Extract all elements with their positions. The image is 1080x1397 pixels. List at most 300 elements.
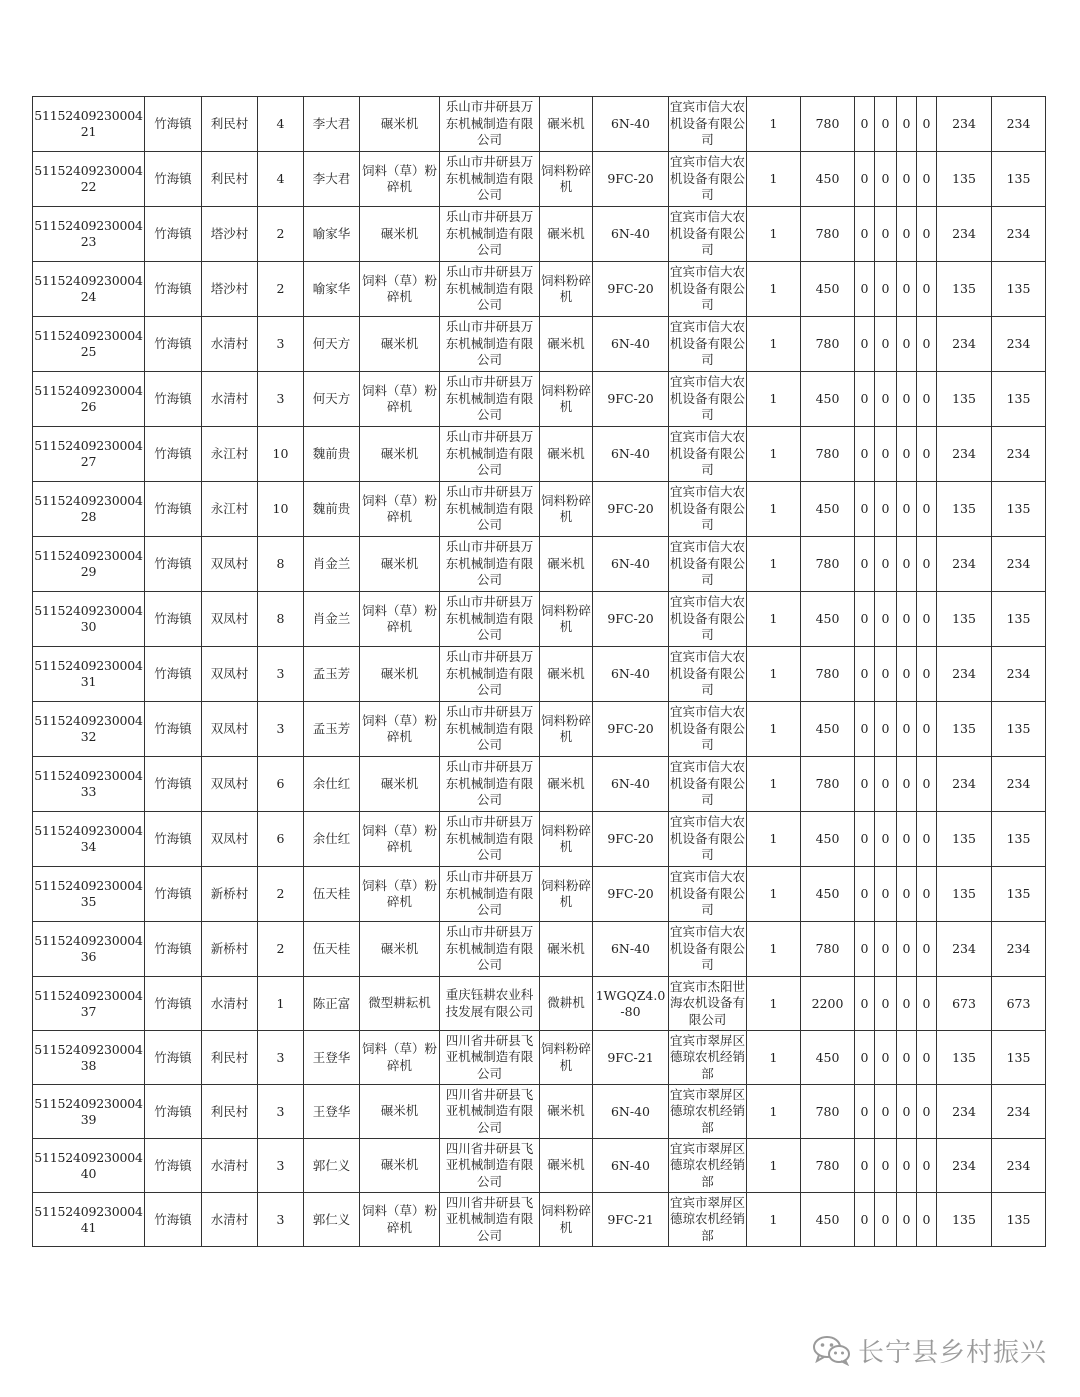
cell-product-name: 碾米机 [540,647,593,702]
cell-group: 4 [258,97,304,152]
cell-subsidy-b: 0 [875,812,897,867]
cell-subsidy-d: 0 [917,977,937,1031]
cell-group: 2 [258,207,304,262]
cell-record-id: 5115240923000421 [33,97,145,152]
cell-sale-price: 450 [801,592,855,647]
cell-manufacturer: 乐山市井研县万东机械制造有限公司 [440,152,540,207]
cell-model: 6N-40 [593,922,669,977]
cell-subsidy-d: 0 [917,152,937,207]
cell-record-id: 5115240923000436 [33,922,145,977]
cell-group: 8 [258,537,304,592]
cell-machine-category: 碾米机 [360,647,440,702]
cell-town: 竹海镇 [145,592,202,647]
cell-village: 利民村 [202,1031,258,1085]
cell-town: 竹海镇 [145,1031,202,1085]
cell-record-id: 5115240923000434 [33,812,145,867]
cell-subsidy-b: 0 [875,262,897,317]
cell-quantity: 1 [747,812,801,867]
cell-town: 竹海镇 [145,702,202,757]
cell-subsidy-total: 234 [992,537,1046,592]
cell-subsidy-total: 135 [992,152,1046,207]
cell-farmer-name: 魏前贵 [304,482,360,537]
cell-town: 竹海镇 [145,647,202,702]
cell-group: 1 [258,977,304,1031]
cell-subsidy-total: 234 [992,1139,1046,1193]
cell-machine-category: 饲料（草）粉碎机 [360,592,440,647]
cell-subsidy-c: 0 [897,1031,917,1085]
cell-subsidy-c: 0 [897,262,917,317]
cell-product-name: 微耕机 [540,977,593,1031]
cell-sale-price: 450 [801,702,855,757]
cell-subsidy-c: 0 [897,977,917,1031]
cell-model: 9FC-20 [593,812,669,867]
cell-subsidy-a: 0 [855,1085,875,1139]
cell-subsidy-b: 0 [875,427,897,482]
cell-farmer-name: 肖金兰 [304,537,360,592]
cell-village: 新桥村 [202,867,258,922]
table-row [33,1031,1046,1085]
cell-model: 9FC-20 [593,152,669,207]
cell-record-id: 5115240923000437 [33,977,145,1031]
cell-dealer: 宜宾市信大农机设备有限公司 [669,812,747,867]
cell-town: 竹海镇 [145,757,202,812]
cell-town: 竹海镇 [145,427,202,482]
cell-sale-price: 450 [801,372,855,427]
cell-product-name: 饲料粉碎机 [540,867,593,922]
cell-subsidy-total: 234 [992,922,1046,977]
cell-quantity: 1 [747,207,801,262]
cell-dealer: 宜宾市信大农机设备有限公司 [669,922,747,977]
cell-subsidy-total: 135 [992,867,1046,922]
cell-record-id: 5115240923000429 [33,537,145,592]
cell-group: 10 [258,482,304,537]
cell-group: 10 [258,427,304,482]
cell-subsidy-b: 0 [875,1031,897,1085]
cell-model: 9FC-20 [593,592,669,647]
cell-farmer-name: 郭仁义 [304,1139,360,1193]
cell-subsidy-c: 0 [897,922,917,977]
cell-machine-category: 饲料（草）粉碎机 [360,262,440,317]
cell-group: 6 [258,757,304,812]
cell-subsidy-d: 0 [917,317,937,372]
cell-village: 双凤村 [202,702,258,757]
cell-dealer: 宜宾市信大农机设备有限公司 [669,592,747,647]
cell-subsidy-total: 135 [992,702,1046,757]
cell-subsidy-b: 0 [875,977,897,1031]
cell-subsidy-d: 0 [917,1139,937,1193]
cell-record-id: 5115240923000432 [33,702,145,757]
cell-dealer: 宜宾市翠屏区德琼农机经销部 [669,1031,747,1085]
cell-subsidy-d: 0 [917,757,937,812]
cell-sale-price: 780 [801,647,855,702]
cell-machine-category: 饲料（草）粉碎机 [360,152,440,207]
cell-record-id: 5115240923000439 [33,1085,145,1139]
cell-subsidy-amount: 234 [937,97,992,152]
cell-quantity: 1 [747,537,801,592]
cell-subsidy-d: 0 [917,812,937,867]
cell-subsidy-a: 0 [855,152,875,207]
cell-village: 水清村 [202,372,258,427]
cell-subsidy-c: 0 [897,1139,917,1193]
table-row [33,207,1046,262]
cell-manufacturer: 乐山市井研县万东机械制造有限公司 [440,317,540,372]
cell-quantity: 1 [747,1085,801,1139]
cell-subsidy-a: 0 [855,1193,875,1247]
cell-group: 4 [258,152,304,207]
cell-quantity: 1 [747,647,801,702]
cell-model: 1WGQZ4.0-80 [593,977,669,1031]
cell-sale-price: 450 [801,867,855,922]
cell-sale-price: 450 [801,1031,855,1085]
cell-quantity: 1 [747,702,801,757]
cell-subsidy-c: 0 [897,812,917,867]
cell-group: 3 [258,317,304,372]
cell-quantity: 1 [747,372,801,427]
cell-subsidy-amount: 234 [937,427,992,482]
cell-machine-category: 碾米机 [360,1139,440,1193]
cell-sale-price: 780 [801,1139,855,1193]
cell-subsidy-d: 0 [917,482,937,537]
cell-group: 2 [258,262,304,317]
cell-manufacturer: 乐山市井研县万东机械制造有限公司 [440,427,540,482]
cell-product-name: 碾米机 [540,537,593,592]
table-row [33,647,1046,702]
cell-machine-category: 碾米机 [360,922,440,977]
cell-subsidy-a: 0 [855,372,875,427]
cell-subsidy-a: 0 [855,537,875,592]
cell-village: 双凤村 [202,592,258,647]
cell-farmer-name: 王登华 [304,1031,360,1085]
cell-village: 水清村 [202,317,258,372]
cell-record-id: 5115240923000422 [33,152,145,207]
cell-subsidy-amount: 135 [937,592,992,647]
cell-village: 塔沙村 [202,207,258,262]
cell-record-id: 5115240923000433 [33,757,145,812]
cell-record-id: 5115240923000441 [33,1193,145,1247]
cell-quantity: 1 [747,97,801,152]
cell-manufacturer: 乐山市井研县万东机械制造有限公司 [440,372,540,427]
cell-farmer-name: 喻家华 [304,207,360,262]
cell-quantity: 1 [747,977,801,1031]
cell-product-name: 碾米机 [540,317,593,372]
cell-manufacturer: 乐山市井研县万东机械制造有限公司 [440,867,540,922]
cell-model: 6N-40 [593,647,669,702]
cell-record-id: 5115240923000438 [33,1031,145,1085]
cell-subsidy-total: 234 [992,207,1046,262]
cell-farmer-name: 喻家华 [304,262,360,317]
cell-village: 水清村 [202,977,258,1031]
cell-product-name: 饲料粉碎机 [540,372,593,427]
cell-subsidy-a: 0 [855,757,875,812]
cell-sale-price: 450 [801,262,855,317]
cell-subsidy-a: 0 [855,1031,875,1085]
cell-subsidy-b: 0 [875,757,897,812]
cell-farmer-name: 李大君 [304,97,360,152]
cell-subsidy-a: 0 [855,317,875,372]
cell-machine-category: 饲料（草）粉碎机 [360,1031,440,1085]
cell-subsidy-c: 0 [897,372,917,427]
cell-group: 3 [258,647,304,702]
wechat-icon [812,1334,852,1366]
cell-subsidy-d: 0 [917,207,937,262]
cell-village: 双凤村 [202,647,258,702]
cell-subsidy-a: 0 [855,977,875,1031]
cell-record-id: 5115240923000425 [33,317,145,372]
cell-record-id: 5115240923000423 [33,207,145,262]
subsidy-table [32,96,1046,1247]
cell-subsidy-b: 0 [875,372,897,427]
table-row [33,537,1046,592]
cell-subsidy-d: 0 [917,922,937,977]
cell-sale-price: 2200 [801,977,855,1031]
cell-sale-price: 780 [801,922,855,977]
cell-subsidy-total: 135 [992,262,1046,317]
cell-product-name: 碾米机 [540,1139,593,1193]
cell-farmer-name: 何天方 [304,317,360,372]
cell-subsidy-b: 0 [875,1193,897,1247]
cell-dealer: 宜宾市信大农机设备有限公司 [669,537,747,592]
cell-subsidy-c: 0 [897,702,917,757]
cell-product-name: 碾米机 [540,207,593,262]
cell-product-name: 碾米机 [540,97,593,152]
cell-quantity: 1 [747,152,801,207]
cell-model: 9FC-21 [593,1031,669,1085]
cell-sale-price: 780 [801,427,855,482]
cell-sale-price: 450 [801,812,855,867]
cell-record-id: 5115240923000431 [33,647,145,702]
cell-subsidy-total: 135 [992,1193,1046,1247]
cell-manufacturer: 四川省井研县飞亚机械制造有限公司 [440,1139,540,1193]
cell-subsidy-a: 0 [855,482,875,537]
table-row [33,1193,1046,1247]
cell-product-name: 碾米机 [540,757,593,812]
cell-manufacturer: 四川省井研县飞亚机械制造有限公司 [440,1193,540,1247]
cell-subsidy-c: 0 [897,537,917,592]
cell-model: 6N-40 [593,1139,669,1193]
cell-machine-category: 碾米机 [360,427,440,482]
cell-town: 竹海镇 [145,317,202,372]
table-row [33,977,1046,1031]
table-row [33,152,1046,207]
cell-subsidy-amount: 135 [937,482,992,537]
cell-subsidy-c: 0 [897,317,917,372]
cell-model: 9FC-20 [593,372,669,427]
cell-town: 竹海镇 [145,977,202,1031]
cell-subsidy-c: 0 [897,207,917,262]
table-row [33,427,1046,482]
cell-manufacturer: 乐山市井研县万东机械制造有限公司 [440,812,540,867]
cell-town: 竹海镇 [145,372,202,427]
cell-manufacturer: 乐山市井研县万东机械制造有限公司 [440,207,540,262]
cell-sale-price: 780 [801,207,855,262]
cell-town: 竹海镇 [145,1085,202,1139]
cell-subsidy-amount: 234 [937,1085,992,1139]
cell-subsidy-b: 0 [875,702,897,757]
cell-dealer: 宜宾市杰阳世海农机设备有限公司 [669,977,747,1031]
cell-product-name: 饲料粉碎机 [540,592,593,647]
cell-subsidy-total: 234 [992,317,1046,372]
cell-subsidy-total: 135 [992,1031,1046,1085]
cell-manufacturer: 乐山市井研县万东机械制造有限公司 [440,922,540,977]
cell-sale-price: 780 [801,1085,855,1139]
cell-product-name: 饲料粉碎机 [540,152,593,207]
cell-group: 3 [258,702,304,757]
cell-manufacturer: 乐山市井研县万东机械制造有限公司 [440,537,540,592]
cell-product-name: 碾米机 [540,427,593,482]
cell-town: 竹海镇 [145,537,202,592]
cell-machine-category: 微型耕耘机 [360,977,440,1031]
cell-group: 3 [258,1085,304,1139]
cell-subsidy-amount: 135 [937,812,992,867]
cell-quantity: 1 [747,427,801,482]
cell-product-name: 饲料粉碎机 [540,702,593,757]
cell-model: 9FC-20 [593,482,669,537]
cell-subsidy-total: 234 [992,757,1046,812]
cell-farmer-name: 陈正富 [304,977,360,1031]
cell-subsidy-d: 0 [917,647,937,702]
cell-subsidy-amount: 135 [937,262,992,317]
cell-dealer: 宜宾市信大农机设备有限公司 [669,757,747,812]
cell-group: 3 [258,372,304,427]
cell-subsidy-total: 234 [992,427,1046,482]
cell-village: 双凤村 [202,537,258,592]
cell-subsidy-b: 0 [875,1085,897,1139]
cell-subsidy-a: 0 [855,592,875,647]
cell-village: 永江村 [202,482,258,537]
cell-dealer: 宜宾市信大农机设备有限公司 [669,867,747,922]
cell-dealer: 宜宾市信大农机设备有限公司 [669,152,747,207]
cell-subsidy-b: 0 [875,592,897,647]
cell-subsidy-d: 0 [917,592,937,647]
cell-town: 竹海镇 [145,812,202,867]
cell-subsidy-amount: 135 [937,702,992,757]
cell-subsidy-d: 0 [917,537,937,592]
cell-subsidy-d: 0 [917,97,937,152]
cell-dealer: 宜宾市翠屏区德琼农机经销部 [669,1085,747,1139]
cell-farmer-name: 伍天桂 [304,867,360,922]
table-row [33,702,1046,757]
table-row [33,922,1046,977]
cell-subsidy-c: 0 [897,97,917,152]
cell-town: 竹海镇 [145,1193,202,1247]
cell-quantity: 1 [747,317,801,372]
table-row [33,592,1046,647]
cell-sale-price: 780 [801,537,855,592]
cell-subsidy-d: 0 [917,867,937,922]
cell-subsidy-b: 0 [875,482,897,537]
cell-sale-price: 450 [801,482,855,537]
cell-subsidy-total: 234 [992,647,1046,702]
cell-subsidy-total: 234 [992,97,1046,152]
cell-town: 竹海镇 [145,922,202,977]
cell-subsidy-b: 0 [875,922,897,977]
table-row [33,757,1046,812]
cell-group: 3 [258,1139,304,1193]
cell-subsidy-amount: 234 [937,922,992,977]
cell-model: 6N-40 [593,757,669,812]
cell-subsidy-b: 0 [875,152,897,207]
watermark-text: 长宁县乡村振兴 [858,1337,1048,1368]
cell-subsidy-amount: 673 [937,977,992,1031]
cell-subsidy-c: 0 [897,427,917,482]
cell-model: 6N-40 [593,537,669,592]
cell-subsidy-c: 0 [897,1085,917,1139]
cell-dealer: 宜宾市信大农机设备有限公司 [669,317,747,372]
cell-subsidy-a: 0 [855,922,875,977]
cell-farmer-name: 余仕红 [304,812,360,867]
cell-village: 塔沙村 [202,262,258,317]
cell-record-id: 5115240923000427 [33,427,145,482]
cell-subsidy-a: 0 [855,97,875,152]
cell-model: 9FC-20 [593,262,669,317]
cell-sale-price: 450 [801,152,855,207]
cell-sale-price: 780 [801,97,855,152]
cell-village: 新桥村 [202,922,258,977]
cell-subsidy-amount: 135 [937,867,992,922]
cell-machine-category: 饲料（草）粉碎机 [360,702,440,757]
cell-subsidy-b: 0 [875,647,897,702]
cell-model: 6N-40 [593,1085,669,1139]
cell-dealer: 宜宾市翠屏区德琼农机经销部 [669,1193,747,1247]
cell-dealer: 宜宾市信大农机设备有限公司 [669,427,747,482]
cell-subsidy-d: 0 [917,1085,937,1139]
cell-manufacturer: 乐山市井研县万东机械制造有限公司 [440,647,540,702]
cell-subsidy-a: 0 [855,262,875,317]
cell-subsidy-a: 0 [855,867,875,922]
cell-subsidy-d: 0 [917,262,937,317]
cell-group: 2 [258,867,304,922]
cell-subsidy-b: 0 [875,317,897,372]
cell-town: 竹海镇 [145,482,202,537]
cell-record-id: 5115240923000426 [33,372,145,427]
cell-subsidy-c: 0 [897,152,917,207]
cell-village: 永江村 [202,427,258,482]
cell-model: 6N-40 [593,317,669,372]
cell-farmer-name: 何天方 [304,372,360,427]
table-row [33,372,1046,427]
cell-group: 3 [258,1031,304,1085]
cell-village: 水清村 [202,1193,258,1247]
cell-group: 8 [258,592,304,647]
cell-farmer-name: 孟玉芳 [304,702,360,757]
cell-subsidy-b: 0 [875,97,897,152]
cell-subsidy-c: 0 [897,592,917,647]
cell-quantity: 1 [747,592,801,647]
table-row [33,812,1046,867]
cell-subsidy-b: 0 [875,1139,897,1193]
cell-subsidy-a: 0 [855,207,875,262]
cell-village: 利民村 [202,152,258,207]
cell-quantity: 1 [747,867,801,922]
cell-subsidy-b: 0 [875,537,897,592]
cell-subsidy-amount: 135 [937,1031,992,1085]
cell-town: 竹海镇 [145,867,202,922]
cell-group: 2 [258,922,304,977]
cell-subsidy-amount: 234 [937,537,992,592]
cell-model: 9FC-20 [593,867,669,922]
cell-farmer-name: 余仕红 [304,757,360,812]
cell-subsidy-amount: 135 [937,1193,992,1247]
cell-dealer: 宜宾市翠屏区德琼农机经销部 [669,1139,747,1193]
cell-quantity: 1 [747,757,801,812]
cell-subsidy-amount: 234 [937,317,992,372]
cell-product-name: 饲料粉碎机 [540,1193,593,1247]
cell-model: 6N-40 [593,427,669,482]
cell-manufacturer: 乐山市井研县万东机械制造有限公司 [440,97,540,152]
cell-model: 9FC-21 [593,1193,669,1247]
cell-subsidy-c: 0 [897,867,917,922]
cell-record-id: 5115240923000435 [33,867,145,922]
